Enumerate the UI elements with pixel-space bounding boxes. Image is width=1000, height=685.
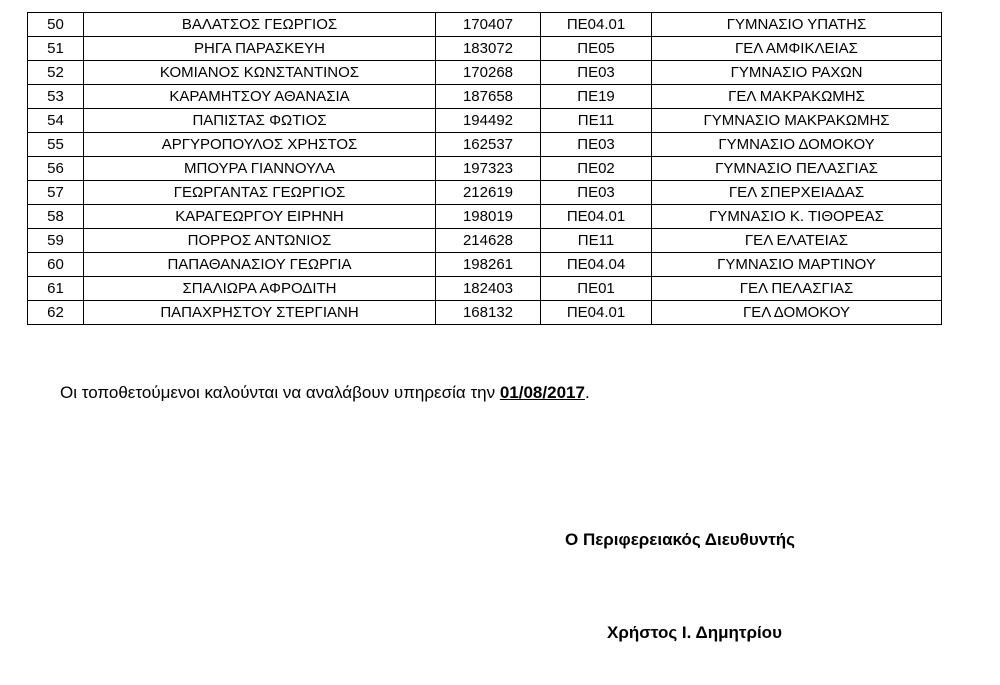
- school-name: ΓΕΛ ΠΕΛΑΣΓΙΑΣ: [652, 277, 942, 301]
- specialty-code: ΠΕ03: [541, 61, 652, 85]
- registry-code: 194492: [436, 109, 541, 133]
- school-name: ΓΥΜΝΑΣΙΟ ΡΑΧΩΝ: [652, 61, 942, 85]
- teacher-name: ΓΕΩΡΓΑΝΤΑΣ ΓΕΩΡΓΙΟΣ: [84, 181, 436, 205]
- school-name: ΓΕΛ ΔΟΜΟΚΟΥ: [652, 301, 942, 325]
- registry-code: 183072: [436, 37, 541, 61]
- row-number: 62: [28, 301, 84, 325]
- teacher-name: ΑΡΓΥΡΟΠΟΥΛΟΣ ΧΡΗΣΤΟΣ: [84, 133, 436, 157]
- start-date: 01/08/2017: [499, 383, 585, 402]
- specialty-code: ΠΕ01: [541, 277, 652, 301]
- specialty-code: ΠΕ04.01: [541, 301, 652, 325]
- teacher-name: ΠΑΠΑΘΑΝΑΣΙΟΥ ΓΕΩΡΓΙΑ: [84, 253, 436, 277]
- specialty-code: ΠΕ03: [541, 133, 652, 157]
- teacher-name: ΠΑΠΑΧΡΗΣΤΟΥ ΣΤΕΡΓΙΑΝΗ: [84, 301, 436, 325]
- registry-code: 214628: [436, 229, 541, 253]
- table-row: [28, 85, 942, 109]
- school-name: ΓΥΜΝΑΣΙΟ ΥΠΑΤΗΣ: [652, 13, 942, 37]
- table-row: [28, 181, 942, 205]
- table-row: [28, 157, 942, 181]
- row-number: 57: [28, 181, 84, 205]
- notice-text: [60, 383, 590, 403]
- row-number: 51: [28, 37, 84, 61]
- teacher-name: ΡΗΓΑ ΠΑΡΑΣΚΕΥΗ: [84, 37, 436, 61]
- table-row: [28, 253, 942, 277]
- school-name: ΓΥΜΝΑΣΙΟ Κ. ΤΙΘΟΡΕΑΣ: [652, 205, 942, 229]
- row-number: 61: [28, 277, 84, 301]
- table-row: [28, 109, 942, 133]
- specialty-code: ΠΕ03: [541, 181, 652, 205]
- teacher-name: ΚΑΡΑΓΕΩΡΓΟΥ ΕΙΡΗΝΗ: [84, 205, 436, 229]
- school-name: ΓΕΛ ΑΜΦΙΚΛΕΙΑΣ: [652, 37, 942, 61]
- teacher-name: ΒΑΛΑΤΣΟΣ ΓΕΩΡΓΙΟΣ: [84, 13, 436, 37]
- row-number: 52: [28, 61, 84, 85]
- school-name: ΓΕΛ ΜΑΚΡΑΚΩΜΗΣ: [652, 85, 942, 109]
- specialty-code: ΠΕ02: [541, 157, 652, 181]
- signer-title: Ο Περιφερειακός Διευθυντής: [565, 530, 796, 549]
- row-number: 50: [28, 13, 84, 37]
- specialty-code: ΠΕ11: [541, 229, 652, 253]
- teacher-name: ΣΠΑΛΙΩΡΑ ΑΦΡΟΔΙΤΗ: [84, 277, 436, 301]
- row-number: 60: [28, 253, 84, 277]
- specialty-code: ΠΕ04.04: [541, 253, 652, 277]
- school-name: ΓΕΛ ΕΛΑΤΕΙΑΣ: [652, 229, 942, 253]
- school-name: ΓΥΜΝΑΣΙΟ ΠΕΛΑΣΓΙΑΣ: [652, 157, 942, 181]
- table-row: [28, 205, 942, 229]
- specialty-code: ΠΕ05: [541, 37, 652, 61]
- table-row: [28, 37, 942, 61]
- registry-code: 198019: [436, 205, 541, 229]
- assignments-table: [27, 12, 942, 325]
- row-number: 55: [28, 133, 84, 157]
- school-name: ΓΕΛ ΣΠΕΡΧΕΙΑΔΑΣ: [652, 181, 942, 205]
- teacher-name: ΚΑΡΑΜΗΤΣΟΥ ΑΘΑΝΑΣΙΑ: [84, 85, 436, 109]
- row-number: 54: [28, 109, 84, 133]
- notice-end: .: [584, 383, 590, 402]
- registry-code: 197323: [436, 157, 541, 181]
- specialty-code: ΠΕ04.01: [541, 205, 652, 229]
- table-row: [28, 277, 942, 301]
- school-name: ΓΥΜΝΑΣΙΟ ΜΑΚΡΑΚΩΜΗΣ: [652, 109, 942, 133]
- teacher-name: ΠΟΡΡΟΣ ΑΝΤΩΝΙΟΣ: [84, 229, 436, 253]
- registry-code: 187658: [436, 85, 541, 109]
- notice-body: Οι τοποθετούμενοι καλούνται να αναλάβουν υπηρεσία την: [60, 383, 500, 402]
- signer-name: Χρήστος Ι. Δημητρίου: [607, 623, 782, 642]
- registry-code: 162537: [436, 133, 541, 157]
- row-number: 53: [28, 85, 84, 109]
- table-row: [28, 229, 942, 253]
- row-number: 58: [28, 205, 84, 229]
- specialty-code: ΠΕ11: [541, 109, 652, 133]
- table-row: [28, 61, 942, 85]
- teacher-name: ΜΠΟΥΡΑ ΓΙΑΝΝΟΥΛΑ: [84, 157, 436, 181]
- registry-code: 170268: [436, 61, 541, 85]
- row-number: 59: [28, 229, 84, 253]
- specialty-code: ΠΕ19: [541, 85, 652, 109]
- teacher-name: ΠΑΠΙΣΤΑΣ ΦΩΤΙΟΣ: [84, 109, 436, 133]
- registry-code: 182403: [436, 277, 541, 301]
- registry-code: 168132: [436, 301, 541, 325]
- registry-code: 212619: [436, 181, 541, 205]
- table-row: [28, 13, 942, 37]
- table-row: [28, 301, 942, 325]
- registry-code: 198261: [436, 253, 541, 277]
- registry-code: 170407: [436, 13, 541, 37]
- specialty-code: ΠΕ04.01: [541, 13, 652, 37]
- school-name: ΓΥΜΝΑΣΙΟ ΔΟΜΟΚΟΥ: [652, 133, 942, 157]
- school-name: ΓΥΜΝΑΣΙΟ ΜΑΡΤΙΝΟΥ: [652, 253, 942, 277]
- table-body: [28, 13, 942, 325]
- teacher-name: ΚΟΜΙΑΝΟΣ ΚΩΝΣΤΑΝΤΙΝΟΣ: [84, 61, 436, 85]
- table-row: [28, 133, 942, 157]
- row-number: 56: [28, 157, 84, 181]
